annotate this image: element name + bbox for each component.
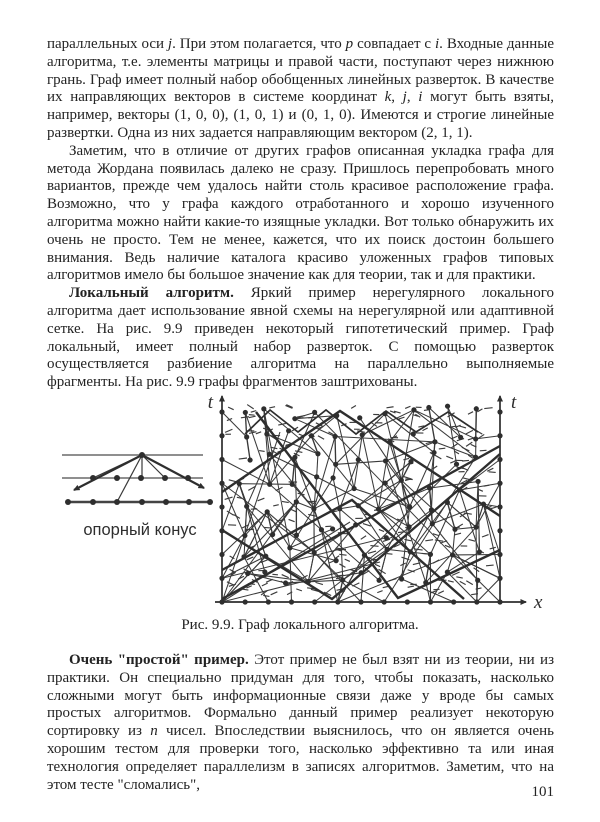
paragraph-3: Локальный алгоритм. Яркий пример нерегулярного локального алгоритма дает использование явной схемы на нерегулярной или адаптивной сетке. На рис. 9.9 приведен некоторый гипотетический пример. Граф локальный, имеет полный набор разверток. С помощью разверток осуществляется разбиение алгоритма на параллельно выполняемые фрагменты. На рис. 9.9 графы фрагментов заштрихованы. xyxy=(47,285,554,391)
body-text-top xyxy=(47,36,554,392)
paragraph-2: Заметим, что в отличие от других графов описанная укладка графа для метода Жордана появилась далеко не сразу. Пришлось перепробовать много вариантов, прежде чем удалось найти столь красивое расположение графа. Возможно, что у графа каждого отработанного и хорошо изученного алгоритма можно найти какие-то изящные укладки. Вот только обнаружить их очень не просто. Тем не менее, кажется, что их поиск достоин большего внимания. Ведь наличие каталога красиво уложенных графов типовых алгоритмов имело бы большое значение как для теории, так и для практики. xyxy=(47,142,554,284)
figure-caption: Рис. 9.9. Граф локального алгоритма. xyxy=(181,617,419,633)
paragraph-4: Очень "простой" пример. Этот пример не был взят ни из теории, ни из практики. Он специально придуман для того, чтобы показать, насколько сложными могут быть информационные связи даже у вроде бы самых простых алгоритмов. Формально данный пример реализует некоторую сортировку из n чисел. Впоследствии выяснилось, что он является очень хорошим тестом для проверки того, насколько эффективно та или иная технология определяет параллелизм в записях алгоритмов. Заметим, что на этом тесте "сломались", xyxy=(47,652,554,793)
figure-9-9 xyxy=(40,390,560,618)
figure-graph-svg xyxy=(40,390,560,618)
axis-label-x: x xyxy=(534,592,543,613)
cone-label: опорный конус xyxy=(83,521,197,539)
page-number: 101 xyxy=(531,784,554,800)
axis-label-t-left: t xyxy=(207,392,213,413)
axis-label-t-right: t xyxy=(511,392,517,413)
paragraph-1: параллельных оси j. При этом полагается, что p совпадает с i. Входные данные алгоритма, т.е. элементы матрицы и правой части, поступают через нижнюю грань. Граф имеет полный набор обобщенных линейных разверток. В качестве их направляющих векторов в системе координат k, j, i могут быть взяты, например, векторы (1, 0, 0), (1, 0, 1) и (0, 1, 0). Имеются и строгие линейные развертки. Одна из них задается направляющим вектором (2, 1, 1). xyxy=(47,36,554,141)
body-text-bottom xyxy=(47,652,554,797)
